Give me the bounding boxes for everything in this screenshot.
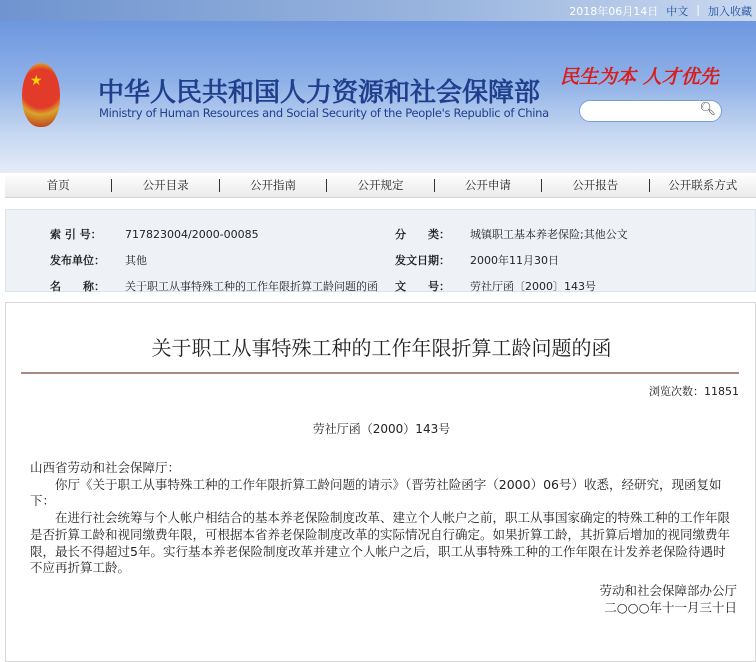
category-label: 分 类： — [395, 228, 450, 241]
name-label: 名 称： — [50, 280, 105, 293]
publisher-value: 其他 — [125, 254, 147, 267]
paragraph: 你厅《关于职工从事特殊工种的工作年限折算工龄问题的请示》（晋劳社险函字（2000）06号）收悉，经研究，现函复如下： — [30, 476, 722, 509]
nav-report[interactable]: 公开报告 — [572, 178, 619, 192]
nav-rules[interactable]: 公开规定 — [357, 178, 404, 192]
site-title-en: Ministry of Human Resources and Social Security of the People's Republic of China — [99, 106, 549, 120]
name-value: 关于职工从事特殊工种的工作年限折算工龄问题的函 — [125, 280, 378, 293]
site-title-cn: 中华人民共和国人力资源和社会保障部 — [98, 78, 541, 108]
document-number: 劳社厅函（2000）143号 — [312, 422, 451, 436]
document-content — [5, 302, 756, 662]
divider — [21, 372, 739, 374]
docno-label: 文 号： — [395, 280, 450, 293]
main-nav — [5, 173, 756, 198]
document-body — [30, 460, 730, 577]
nav-apply[interactable]: 公开申请 — [464, 178, 511, 192]
slogan: 民生为本 人才优先 — [560, 66, 719, 88]
paragraph: 在进行社会统筹与个人帐户相结合的基本养老保险制度改革、建立个人帐户之前，职工从事国家确定的特殊工种的工作年限是否折算工龄和视同缴费年限，可根据本省养老保险制度改革的实际情况自行确定。如果折算工龄，其折算后增加的视同缴费年限，最长不得超过5年。实行基本养老保险制度改革并建立个人帐户之后，职工从事特殊工种的工作年限在计发养老保险待遇时不应再折算工龄。 — [30, 510, 731, 576]
view-count: 浏览次数：11851 — [649, 385, 739, 398]
add-favorite-link[interactable]: 加入收藏 — [708, 5, 752, 18]
nav-guide[interactable]: 公开指南 — [250, 178, 297, 192]
docno-value: 劳社厅函〔2000〕143号 — [470, 280, 596, 293]
date-value: 2000年11月30日 — [470, 254, 559, 267]
category-value: 城镇职工基本养老保险;其他公文 — [470, 228, 628, 241]
nav-home[interactable]: 首页 — [46, 178, 70, 192]
signature — [599, 582, 737, 616]
publisher-label: 发布单位： — [50, 254, 105, 267]
nav-contact[interactable]: 公开联系方式 — [668, 178, 738, 192]
current-date: 2018年06月14日 — [569, 5, 659, 18]
language-link[interactable]: 中文 — [666, 5, 689, 18]
document-title: 关于职工从事特殊工种的工作年限折算工龄问题的函 — [151, 336, 612, 360]
search-icon[interactable]: 🔍︎ — [699, 102, 716, 117]
addressee: 山西省劳动和社会保障厅： — [30, 460, 181, 475]
national-emblem-logo: ★ — [22, 63, 60, 127]
search-input[interactable] — [579, 100, 722, 122]
document-metadata — [5, 209, 756, 292]
nav-catalog[interactable]: 公开目录 — [142, 178, 189, 192]
divider: | — [696, 3, 700, 16]
top-bar — [0, 0, 756, 21]
signer: 劳动和社会保障部办公厅 — [599, 583, 737, 598]
sign-date: 二○○○年十一月三十日 — [604, 600, 737, 615]
index-value: 717823004/2000-00085 — [125, 227, 259, 241]
date-label: 发文日期： — [395, 254, 450, 267]
index-label: 索 引 号： — [50, 228, 102, 241]
